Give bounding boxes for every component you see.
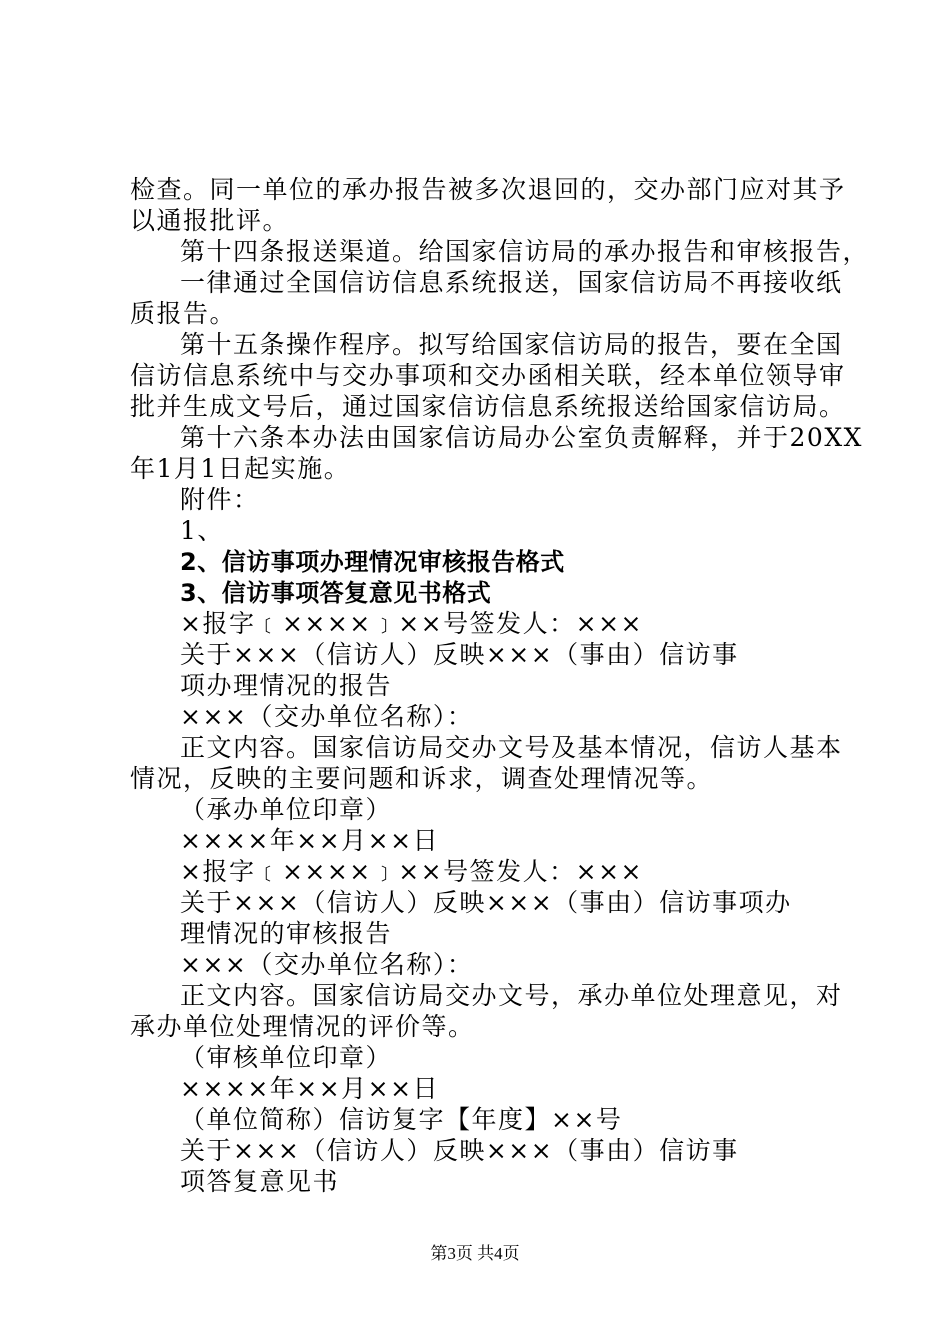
body-line: 情况，反映的主要问题和诉求，调查处理情况等。 (130, 764, 714, 793)
attachment-item-3: 3、信访事项答复意见书格式 (180, 579, 492, 607)
body-line: 项答复意见书 (180, 1167, 340, 1196)
body-line: （审核单位印章） (180, 1043, 393, 1072)
body-line: 以通报批评。 (130, 206, 290, 235)
body-line: 批并生成文号后，通过国家信访信息系统报送给国家信访局。 (130, 392, 846, 421)
body-line: ×××（交办单位名称）： (180, 702, 474, 731)
body-line: 项办理情况的报告 (180, 671, 393, 700)
body-line: 质报告。 (130, 299, 237, 328)
attachment-heading: 附件： (180, 485, 260, 514)
body-line: 理情况的审核报告 (180, 919, 393, 948)
body-line: 关于×××（信访人）反映×××（事由）信访事 (180, 1136, 739, 1165)
body-line: 年1月1日起实施。 (130, 454, 351, 483)
body-line: 第十六条本办法由国家信访局办公室负责解释，并于20XX (180, 423, 863, 452)
body-line: ×××（交办单位名称）： (180, 950, 474, 979)
attachment-item-2: 2、信访事项办理情况审核报告格式 (180, 548, 565, 576)
body-line: 关于×××（信访人）反映×××（事由）信访事 (180, 640, 739, 669)
body-line: ×报字﹝××××﹞××号签发人：××× (180, 857, 643, 886)
body-line: （承办单位印章） (180, 795, 393, 824)
body-line: 信访信息系统中与交办事项和交办函相关联，经本单位领导审 (130, 361, 846, 390)
body-line: 正文内容。国家信访局交办文号及基本情况，信访人基本 (180, 733, 843, 762)
body-line: ××××年××月××日 (180, 826, 440, 855)
page-number-footer: 第3页 共4页 (430, 1244, 520, 1263)
body-line: ××××年××月××日 (180, 1074, 440, 1103)
body-line: （单位简称）信访复字【年度】××号 (180, 1105, 623, 1134)
body-line: 正文内容。国家信访局交办文号，承办单位处理意见，对 (180, 981, 843, 1010)
body-line: 承办单位处理情况的评价等。 (130, 1012, 475, 1041)
body-line: 一律通过全国信访信息系统报送，国家信访局不再接收纸 (180, 268, 843, 297)
body-line: 检查。同一单位的承办报告被多次退回的，交办部门应对其予 (130, 175, 846, 204)
body-line: 第十五条操作程序。拟写给国家信访局的报告，要在全国 (180, 330, 843, 359)
body-line: ×报字﹝××××﹞××号签发人：××× (180, 609, 643, 638)
body-line: 关于×××（信访人）反映×××（事由）信访事项办 (180, 888, 792, 917)
attachment-item-1: 1、 (180, 516, 224, 545)
body-line: 第十四条报送渠道。给国家信访局的承办报告和审核报告， (180, 237, 870, 266)
